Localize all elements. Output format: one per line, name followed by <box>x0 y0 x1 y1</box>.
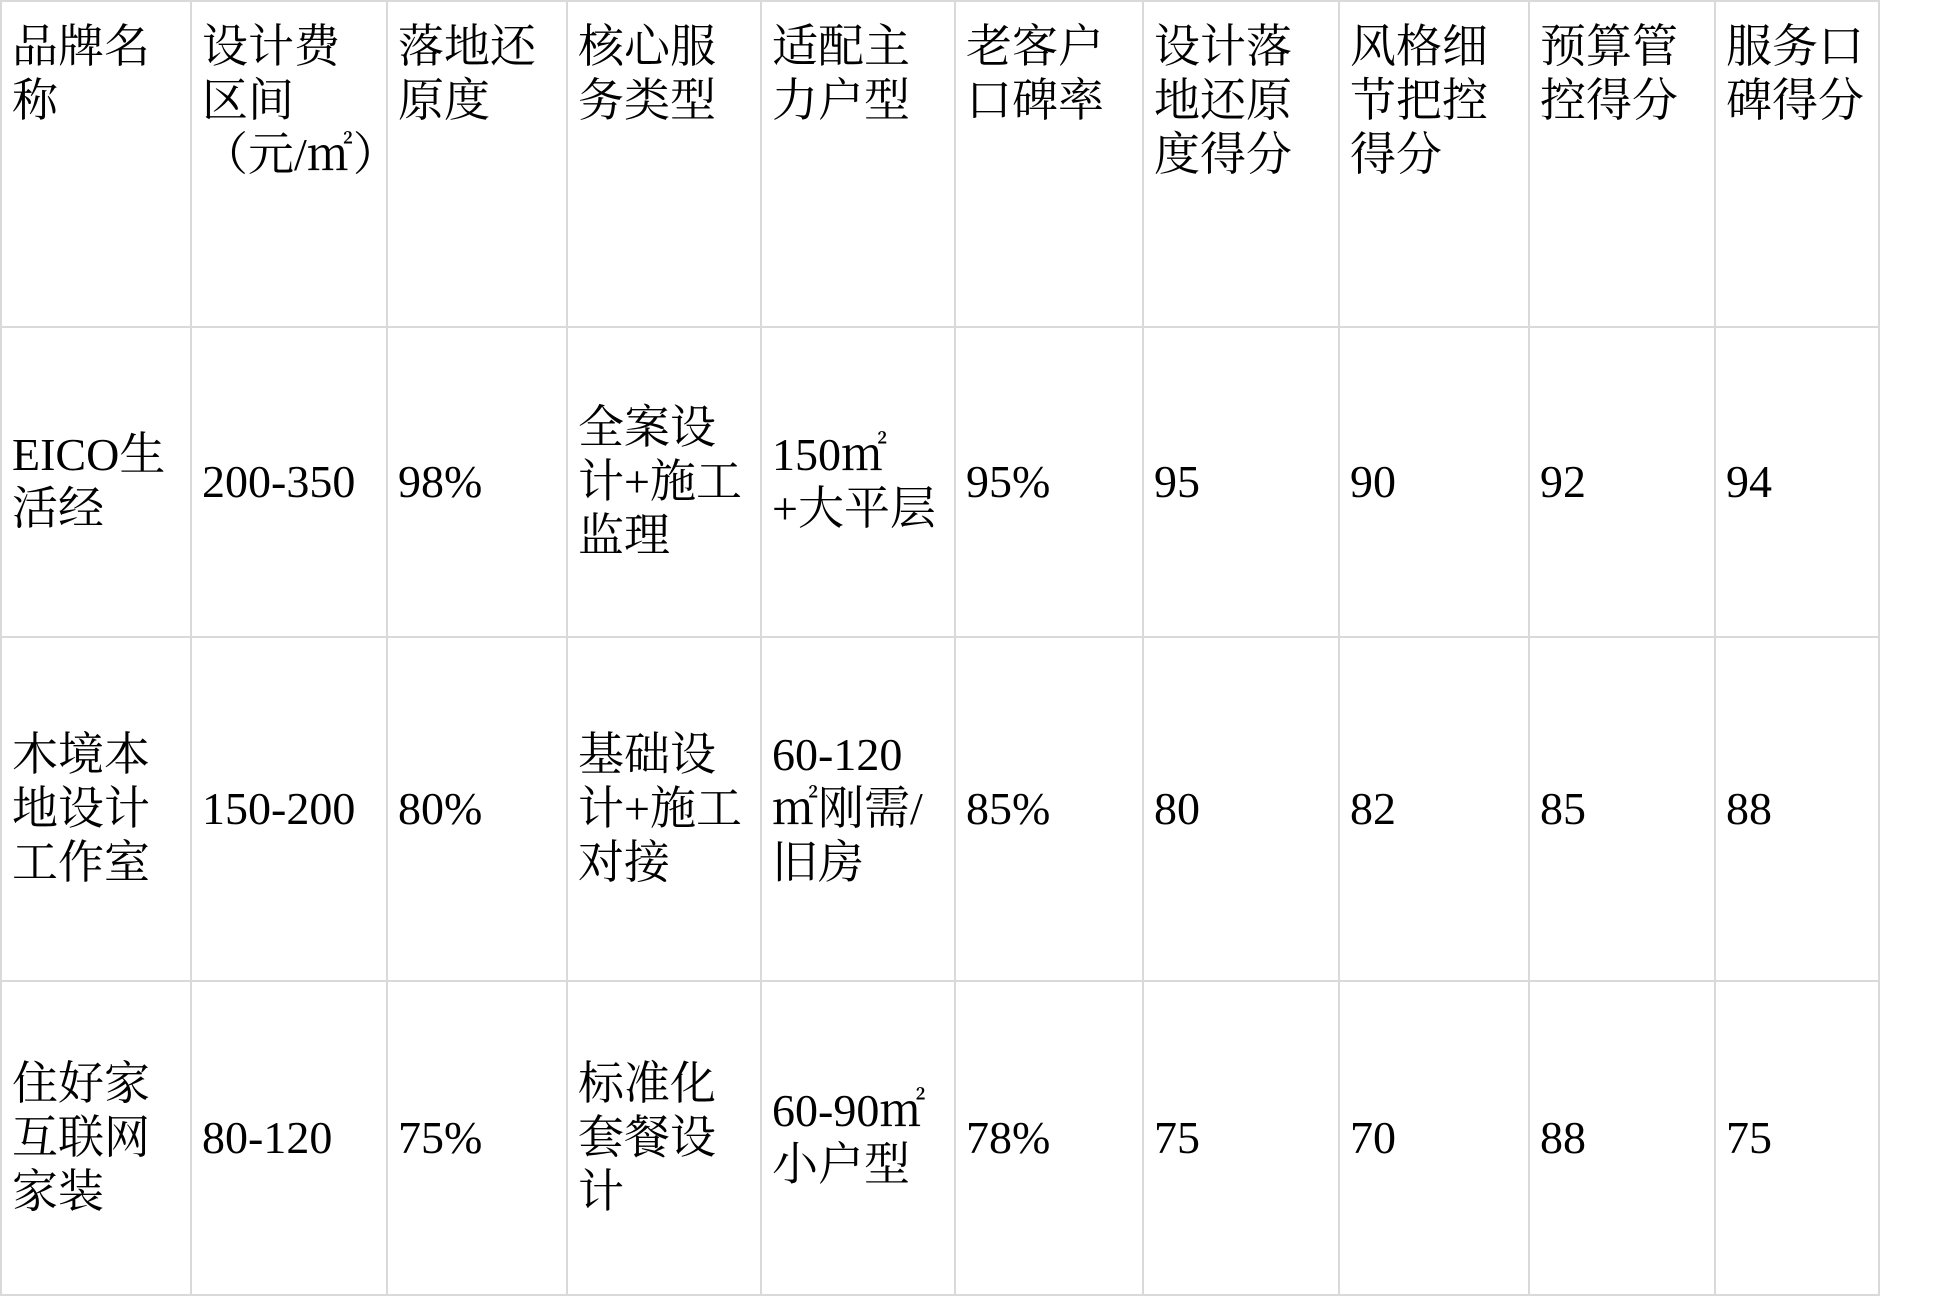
cell-restoration: 80% <box>387 637 567 981</box>
table-header-row <box>1 1 1879 327</box>
table-row <box>1 637 1879 981</box>
cell-brand: EICO生活经 <box>1 327 191 637</box>
column-header-reputation-score: 服务口碑得分 <box>1715 1 1879 327</box>
cell-unit-type: 60-90㎡小户型 <box>761 981 955 1295</box>
cell-fee-range: 150-200 <box>191 637 387 981</box>
table-row <box>1 981 1879 1295</box>
cell-repeat-rate: 95% <box>955 327 1143 637</box>
cell-reputation-score: 94 <box>1715 327 1879 637</box>
cell-style-detail-score: 82 <box>1339 637 1529 981</box>
column-header-fee-range: 设计费区间（元/㎡） <box>191 1 387 327</box>
column-header-repeat-rate: 老客户口碑率 <box>955 1 1143 327</box>
cell-unit-type: 60-120㎡刚需/旧房 <box>761 637 955 981</box>
cell-budget-score: 92 <box>1529 327 1715 637</box>
table-row <box>1 327 1879 637</box>
cell-service-type: 全案设计+施工监理 <box>567 327 761 637</box>
cell-budget-score: 88 <box>1529 981 1715 1295</box>
column-header-service-type: 核心服务类型 <box>567 1 761 327</box>
column-header-unit-type: 适配主力户型 <box>761 1 955 327</box>
cell-reputation-score: 88 <box>1715 637 1879 981</box>
cell-service-type: 标准化套餐设计 <box>567 981 761 1295</box>
cell-service-type: 基础设计+施工对接 <box>567 637 761 981</box>
cell-restoration: 75% <box>387 981 567 1295</box>
column-header-restoration-score: 设计落地还原度得分 <box>1143 1 1339 327</box>
cell-restoration: 98% <box>387 327 567 637</box>
cell-reputation-score: 75 <box>1715 981 1879 1295</box>
cell-brand: 住好家互联网家装 <box>1 981 191 1295</box>
cell-repeat-rate: 85% <box>955 637 1143 981</box>
column-header-style-detail-score: 风格细节把控得分 <box>1339 1 1529 327</box>
column-header-brand: 品牌名称 <box>1 1 191 327</box>
cell-fee-range: 80-120 <box>191 981 387 1295</box>
cell-restoration-score: 80 <box>1143 637 1339 981</box>
cell-budget-score: 85 <box>1529 637 1715 981</box>
cell-unit-type: 150㎡+大平层 <box>761 327 955 637</box>
column-header-restoration: 落地还原度 <box>387 1 567 327</box>
column-header-budget-score: 预算管控得分 <box>1529 1 1715 327</box>
cell-fee-range: 200-350 <box>191 327 387 637</box>
cell-repeat-rate: 78% <box>955 981 1143 1295</box>
cell-style-detail-score: 90 <box>1339 327 1529 637</box>
cell-restoration-score: 95 <box>1143 327 1339 637</box>
cell-brand: 木境本地设计工作室 <box>1 637 191 981</box>
cell-restoration-score: 75 <box>1143 981 1339 1295</box>
cell-style-detail-score: 70 <box>1339 981 1529 1295</box>
